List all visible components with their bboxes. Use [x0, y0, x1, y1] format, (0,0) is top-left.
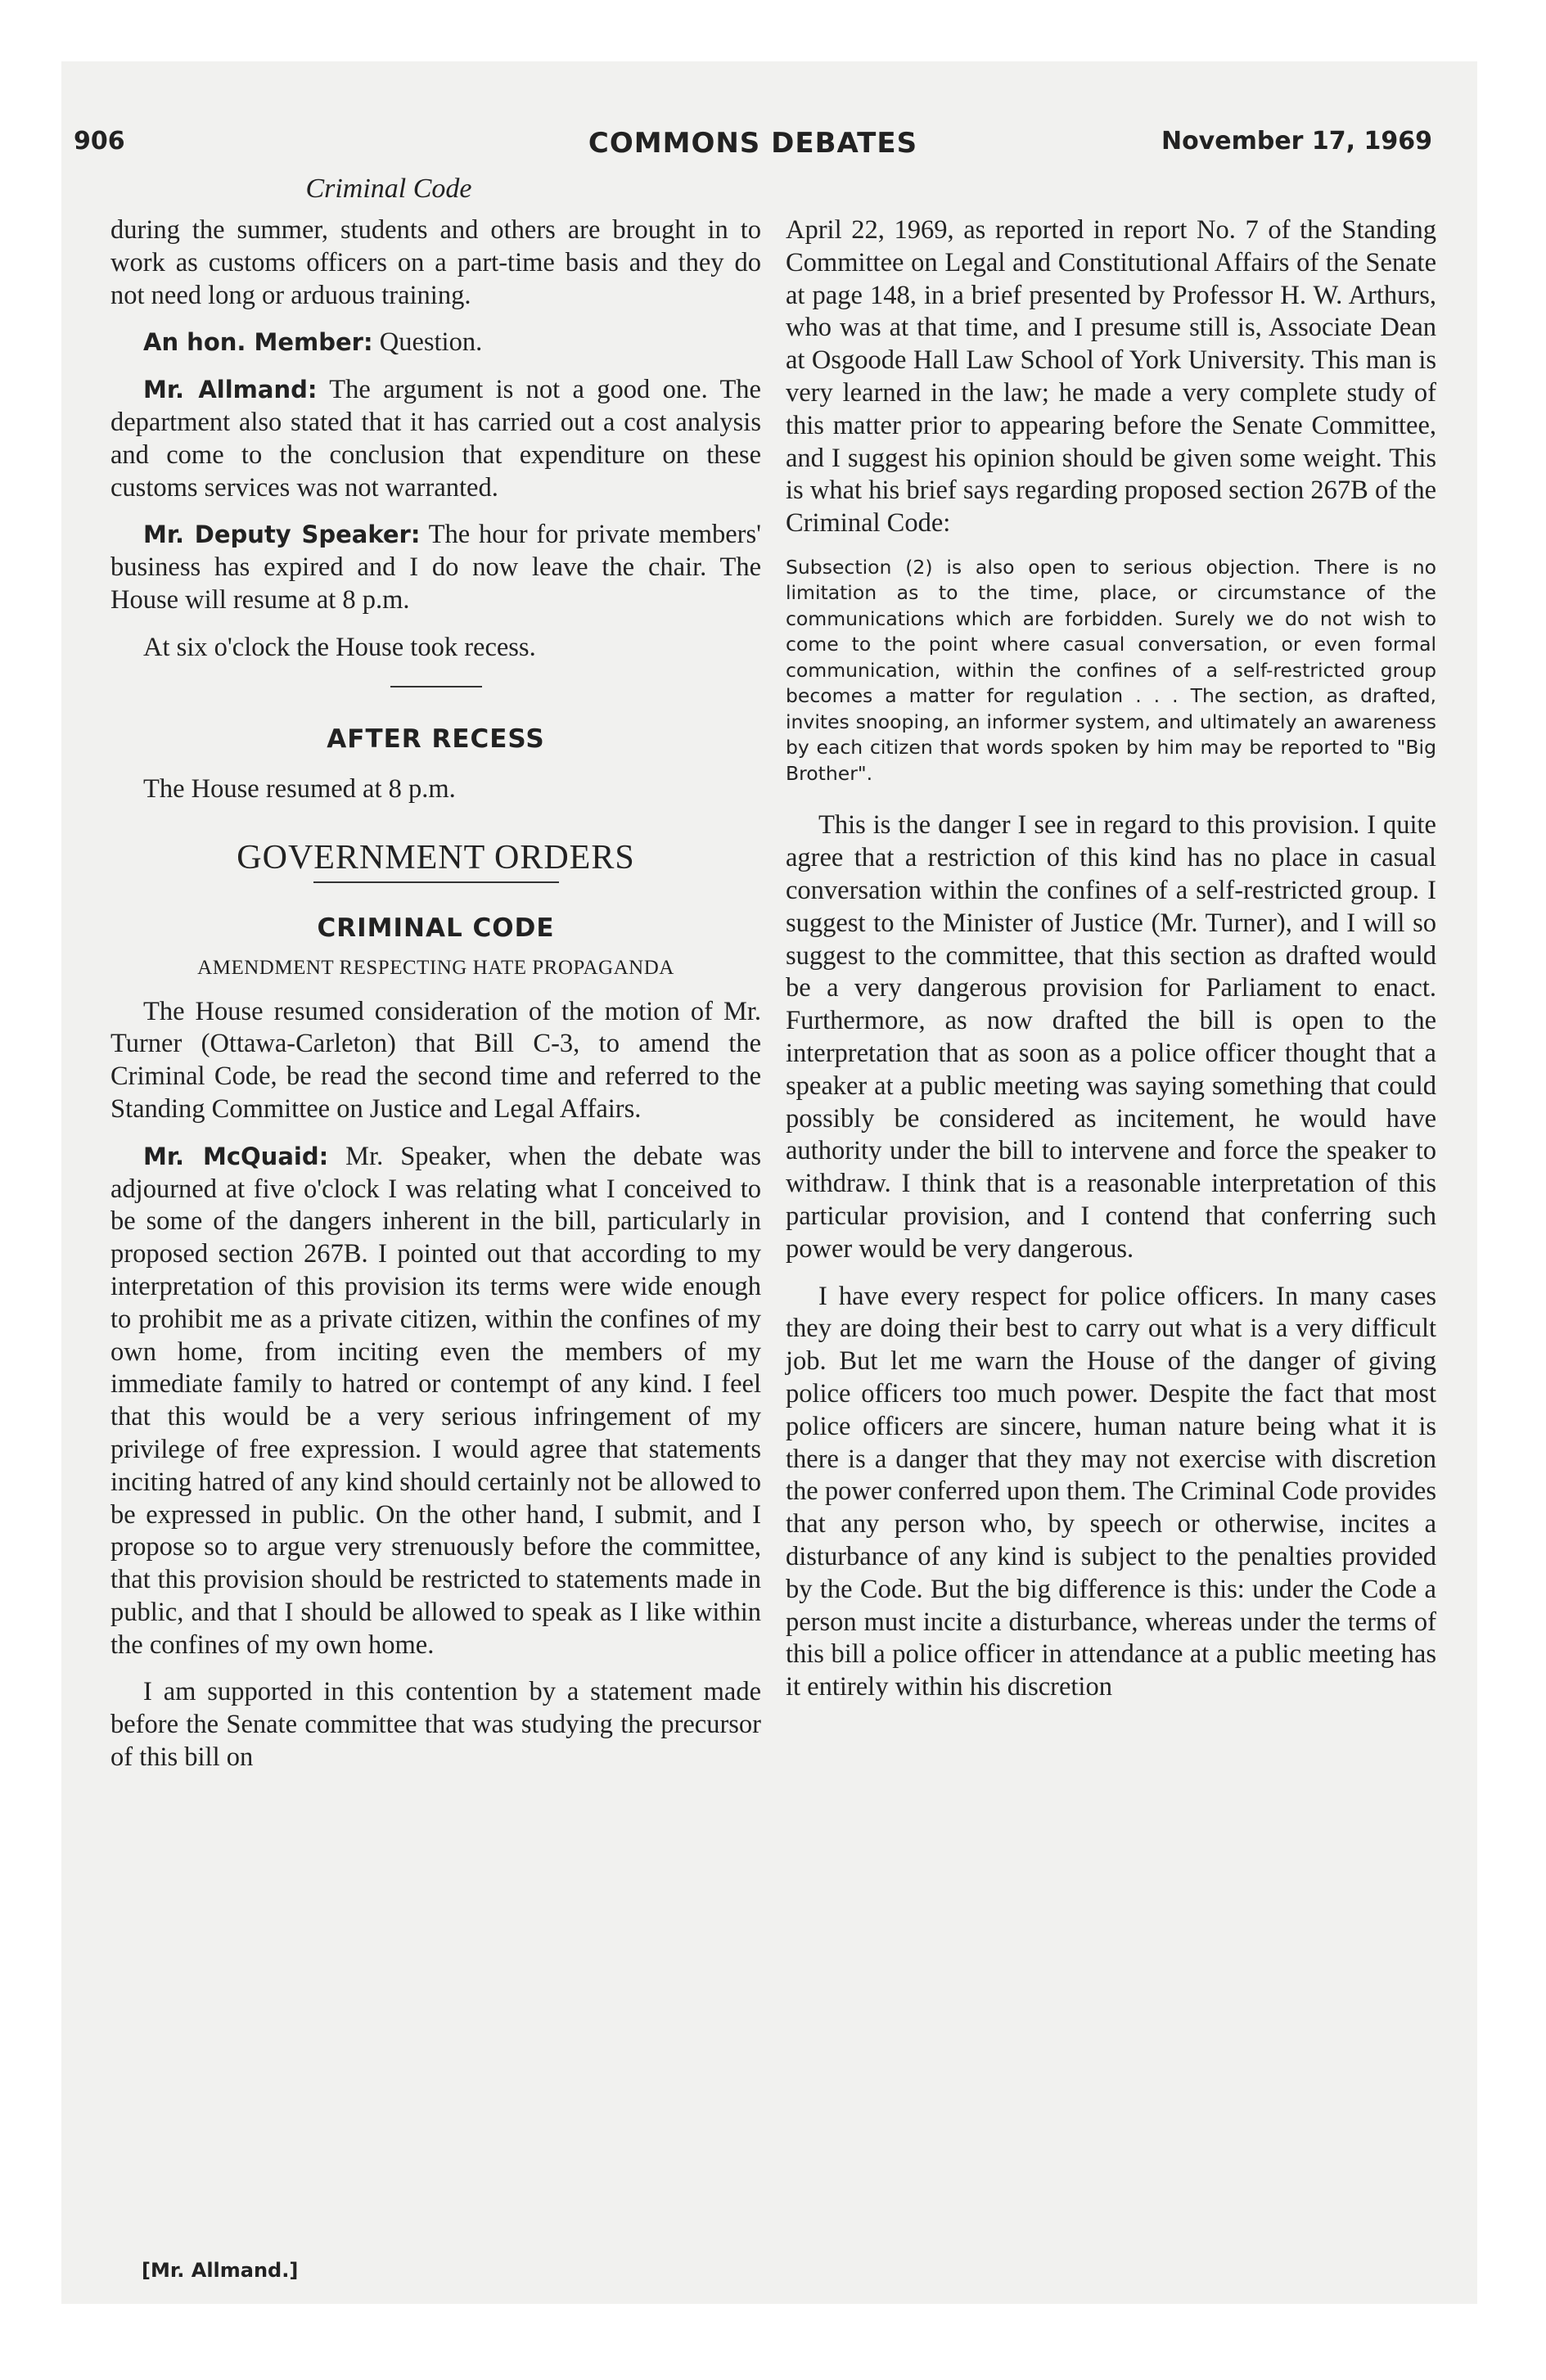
- paragraph: I have every respect for police officers. In many cases they are doing their best to carry out what is a very difficult job. But let me warn the House of the danger of giving police officers too much power. Despite the fact that most police officers are sincere, human nature being what it is there is a danger that they may not exercise with discretion the power conferred upon them. The Criminal Code provides that any person who, by speech or otherwise, incites a disturbance of any kind is subject to the penalties provided by the Code. But the big difference is this: under the Code a person must incite a disturbance, whereas under the terms of this bill a police officer in attendance at a public meeting has it entirely within his discretion: [786, 1281, 1436, 1702]
- speech-hon-member: [110, 327, 761, 359]
- speaker-name: Mr. McQuaid:: [143, 1142, 329, 1170]
- paragraph: This is the danger I see in regard to this provision. I quite agree that a restriction of this kind has no place in casual conversation within the confines of a self-restricted group. I suggest to the Minister of Justice (Mr. Turner), and I will so suggest to the committee, that this section as drafted would be a very dangerous provision for Parliament to enact. Furthermore, as now drafted the bill is open to the interpretation that as soon as a police officer thought that a speaker at a public meeting was saying something that could possibly be considered as incitement, he would have authority under the bill to intervene and force the speaker to withdraw. I think that is a reasonable interpretation of this particular provision, and I contend that conferring such power would be very dangerous.: [786, 810, 1436, 1264]
- speaker-name: Mr. Deputy Speaker:: [143, 521, 421, 549]
- speaker-name: An hon. Member:: [143, 328, 373, 357]
- paragraph-text: of the Criminal Code:: [786, 476, 1436, 539]
- heading-divider: [313, 881, 559, 883]
- after-recess-heading: AFTER RECESS: [327, 723, 545, 754]
- speech-text: . I pointed out that according to my interpretation of this provision its terms were wide enough to prohibit me as a private citizen, within the confines of my own home, from inciting even the members of my immediate family to hatred or contempt of any kind. I feel that this would be a very serious infringement of my privilege of free expression. I would agree that statements inciting hatred of any kind should certainly not be allowed to be expressed in public. On the other hand, I submit, and I propose so to argue very strenuously before the committee, that this provision should be restricted to statements made in public, and that I should be allowed to speak as I like within the confines of my own home.: [110, 1239, 761, 1660]
- motion-paragraph: The House resumed consideration of the motion of Mr. Turner (Ottawa-Carleton) that Bill C-3, to amend the Criminal Code, be read the second time and referred to the Standing Committee on Justice and Legal Affairs.: [110, 996, 761, 1124]
- publication-title: COMMONS DEBATES: [588, 127, 918, 160]
- speech-allmand: [110, 374, 761, 504]
- quoted-brief: Subsection (2) is also open to serious objection. There is no limitation as to the time, place, or circumstance of the communications which are forbidden. Surely we do not wish to come to the point where casual conversation, or even formal communication, within the confines of a self-restricted group becomes a matter for regulation . . . The section, as drafted, invites snooping, an informer system, and ultimately an awareness by each citizen that words spoken by him may be reported to "Big Brother".: [786, 555, 1436, 785]
- speech-text: The hour for private members' business has expired and I do now leave the chair. The House will resume at 8 p.m.: [110, 520, 761, 615]
- left-column: [110, 214, 761, 1789]
- section-divider: [390, 686, 482, 687]
- speaker-name: Mr. Allmand:: [143, 376, 318, 404]
- amendment-subheading: AMENDMENT RESPECTING HATE PROPAGANDA: [197, 956, 674, 979]
- government-orders-heading: GOVERNMENT ORDERS: [237, 839, 635, 877]
- speech-text: The argument is not a good one. The department also stated that it has carried out a cost analysis and come to the conclusion that expenditure on these customs services was not warranted.: [110, 375, 761, 503]
- speech-text: Question.: [372, 327, 483, 358]
- speech-text: Mr. Speaker, when the debate was adjourned at five o'clock I was relating what I conceived to be some of the dangers inherent in the bill, particularly in proposed section 267: [110, 1141, 761, 1269]
- paragraph-continuation: during the summer, students and others are brought in to work as customs officers on a part-time basis and they do not need long or arduous training.: [110, 215, 761, 310]
- speech-deputy-speaker: [110, 519, 761, 616]
- right-column: [786, 214, 1436, 1719]
- subject-heading: Criminal Code: [305, 174, 472, 204]
- paragraph-continuation: [786, 214, 1436, 540]
- section-suffix: B: [343, 1239, 362, 1269]
- page-number: 906: [74, 127, 125, 156]
- criminal-code-heading: CRIMINAL CODE: [317, 913, 555, 943]
- speech-mcquaid: [110, 1141, 761, 1662]
- section-suffix: B: [1350, 476, 1368, 506]
- publication-date: November 17, 1969: [1161, 127, 1432, 156]
- page-header: [74, 127, 1432, 166]
- paragraph-text: April 22, 1969, as reported in report No. 7 of the Standing Committee on Legal and Constitutional Affairs of the Senate at page 148, in a brief presented by Professor H. W. Arthurs, who was at that time, and I presume still is, Associate Dean at Osgoode Hall Law School of York University. This man is very learned in the law; he made a very complete study of this matter prior to appearing before the Senate Committee, and I suggest his opinion should be given some weight. This is what his brief says regarding proposed section 267: [786, 215, 1436, 506]
- paragraph: I am supported in this contention by a statement made before the Senate committee that was studying the precursor of this bill on: [110, 1677, 761, 1773]
- resumed-notice: The House resumed at 8 p.m.: [143, 774, 456, 805]
- recess-notice: At six o'clock the House took recess.: [143, 632, 536, 662]
- footer-speaker-note: [Mr. Allmand.]: [142, 2259, 299, 2282]
